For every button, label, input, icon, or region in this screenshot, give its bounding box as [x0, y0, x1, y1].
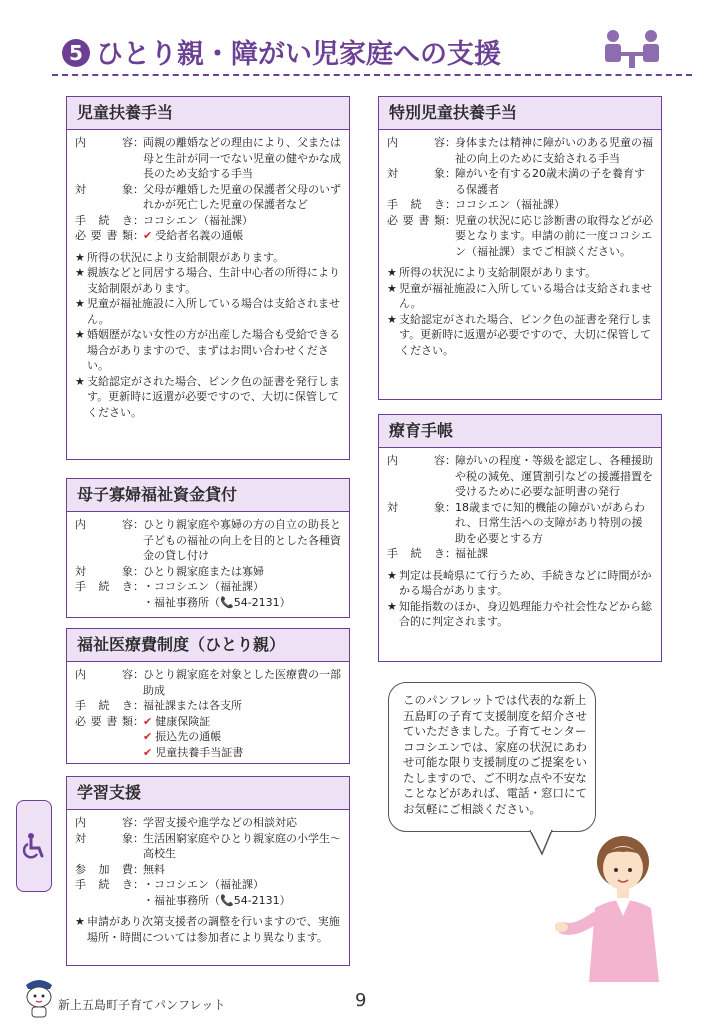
info-row: 対象 ： 障がいを有する20歳未満の子を養育する保護者 [387, 167, 645, 196]
section-boshi-kashitsuke [66, 478, 350, 618]
info-row: 対象 ： 生活困窮家庭やひとり親家庭の小学生～高校生 [75, 831, 341, 860]
speech-bubble: このパンフレットでは代表的な新上五島町の子育て支援制度を紹介させていただきました。子育てセンターココシエンでは、家庭の状況にあわせ可能な限り支援制度のご提案をいたしますので、ご不明な点や不安なことなどがあれば、電話・窓口にてお気軽にご相談ください。 [388, 682, 596, 832]
note-item: ★ 支給認定がされた場合、ピンク色の証書を発行します。更新時に返還が必要ですので、大切に保管してください。 [387, 312, 652, 357]
section-ryoiku-techo [378, 414, 662, 662]
info-row: 内容 ： 身体または精神に障がいのある児童の福祉の向上のために支給される手当 [387, 136, 653, 165]
section-heading: 療育手帳 [379, 415, 661, 448]
section-heading: 特別児童扶養手当 [379, 97, 661, 130]
mascot-character [22, 975, 56, 1019]
note-item: ★ 申請があり次第支援者の調整を行いますので、実施場所・時間については参加者により異なります。 [75, 915, 340, 944]
info-row: 手続き ： ココシエン（福祉課） [387, 198, 565, 211]
check-mark-icon: ✔ [143, 229, 153, 242]
note-item: ★ 所得の状況により支給制限があります。 [387, 266, 597, 279]
info-row: 手続き ： 福祉課 [387, 547, 488, 560]
info-row: 参加費 ： 無料 [75, 862, 165, 876]
note-item: ★ 判定は長崎県にて行うため、手続きなどに時間がかかる場合があります。 [387, 568, 652, 597]
note-item: ★ 児童が福祉施設に入所している場合は支給されません。 [75, 297, 340, 326]
note-item: ★ 所得の状況により支給制限があります。 [75, 250, 285, 264]
info-row: 手続き ： ココシエン（福祉課） [75, 213, 253, 227]
info-row: 必要書類 ： ✔ 健康保険証 ✔ 振込先の通帳 ✔ 児童扶養手当証書 [75, 714, 244, 759]
section-tokubetsu-jido [378, 96, 662, 400]
phone-contact: ・福祉事務所（📞54-2131） [143, 595, 291, 609]
info-row: 必要書類 ： ✔ 受給者名義の通帳 [75, 229, 244, 242]
check-mark-icon: ✔ [143, 730, 153, 743]
wheelchair-icon [22, 832, 46, 860]
section-jido-fuyo [66, 96, 350, 460]
section-heading: 福祉医療費制度（ひとり親） [67, 629, 349, 662]
section-heading: 母子寡婦福祉資金貸付 [67, 479, 349, 512]
note-item: ★ 親族などと同居する場合、生計中心者の所得により支給制限があります。 [75, 266, 340, 295]
woman-guide-illustration [555, 832, 675, 982]
check-mark-icon: ✔ [143, 745, 153, 759]
info-row: 必要書類 ： 児童の状況に応じ診断書の取得などが必要となります。申請の前に一度ココシエン（福祉課）までご相談ください。 [387, 213, 653, 258]
info-row: 対象 ： 18歳までに知的機能の障がいがあらわれ、日常生活への支障があり特別の援助を必要とする方 [387, 500, 645, 545]
section-fukushi-iryo [66, 628, 350, 764]
section-heading: 児童扶養手当 [67, 97, 349, 130]
bubble-tail [528, 830, 558, 856]
note-item: ★ 婚姻歴がない女性の方が出産した場合も受給できる場合がありますので、まずはお問い合わせください。 [75, 328, 340, 372]
side-tab [16, 800, 52, 892]
people-consultation-icon [593, 28, 671, 72]
info-row: 内容 ： 学習支援や進学などの相談対応 [75, 816, 297, 829]
title-underline [52, 74, 692, 76]
phone-contact: ・福祉事務所（📞54-2131） [143, 893, 291, 907]
page-number: 9 [355, 990, 367, 1011]
info-row: 内容 ： 障がいの程度・等級を認定し、各種援助や税の減免、運賃割引などの援護措置を受けるために必要な証明書の発行 [387, 454, 653, 498]
info-row: 内容 ： ひとり親家庭を対象とした医療費の一部助成 [75, 668, 341, 697]
info-row: 対象 ： 父母が離婚した児童の保護者父母のいずれかが死亡した児童の保護者など [75, 182, 341, 211]
note-item: ★ 支給認定がされた場合、ピンク色の証書を発行します。更新時に返還が必要ですので、大切に保管してください。 [75, 374, 340, 419]
info-row: 手続き ： ・ココシエン（福祉課） ・福祉事務所（📞54-2131） [75, 579, 341, 610]
title-text: ひとり親・障がい児家庭への支援 [96, 39, 501, 70]
footer-pamphlet-name: 新上五島町子育てパンフレット [58, 998, 226, 1012]
info-row: 手続き ： 福祉課または各支所 [75, 699, 242, 712]
page-title [62, 32, 501, 71]
note-item: ★ 知能指数のほか、身辺処理能力や社会性などから総合的に判定されます。 [387, 599, 652, 628]
check-mark-icon: ✔ [143, 714, 153, 728]
info-row: 対象 ： ひとり親家庭または寡婦 [75, 564, 264, 578]
section-heading: 学習支援 [67, 777, 349, 810]
info-row: 内容 ： 両親の離婚などの理由により、父または母と生計が同一でない児童の健やかな成長のため支給する手当 [75, 136, 341, 180]
info-row: 手続き ： ・ココシエン（福祉課） ・福祉事務所（📞54-2131） [75, 877, 341, 908]
title-number-badge: 5 [62, 39, 90, 67]
section-gakushu-shien [66, 776, 350, 966]
info-row: 内容 ： ひとり親家庭や寡婦の方の自立の助長と子どもの福祉の向上を目的とした各種資金の貸し付け [75, 518, 341, 562]
note-item: ★ 児童が福祉施設に入所している場合は支給されません。 [387, 281, 652, 310]
